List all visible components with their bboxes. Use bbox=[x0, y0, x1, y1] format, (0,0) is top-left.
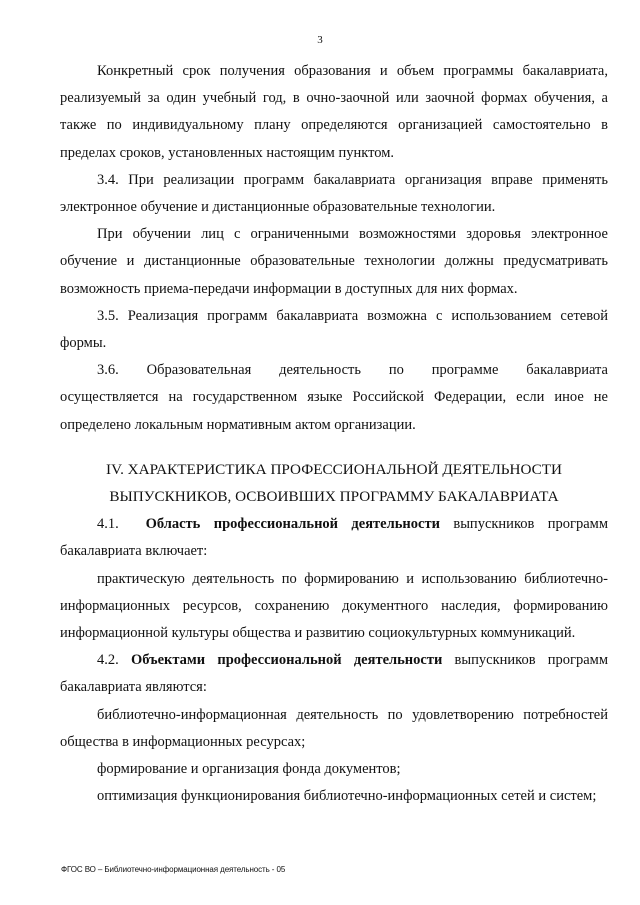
section-heading-iv bbox=[60, 456, 608, 510]
paragraph-4-2 bbox=[60, 647, 608, 701]
paragraph-3-4: 3.4. При реализации программ бакалавриата организация вправе применять электронное обучение и дистанционные образовательные технологии. bbox=[60, 171, 608, 216]
term-area-of-activity: Область профессиональной деятельности bbox=[145, 516, 440, 533]
item-4-1-rest: выпускников программ бакалавриата включает: bbox=[60, 516, 608, 560]
document-footer: ФГОС ВО – Библиотечно-информационная деятельность - 05 bbox=[61, 865, 286, 874]
paragraph-3-6-rest: осуществляется на государственном языке Российской Федерации, если иное не определено локальным нормативным актом организации. bbox=[60, 389, 608, 433]
item-number-4-1: 4.1. bbox=[97, 516, 119, 533]
paragraph-3-6-first-line: 3.6. Образовательная деятельность по программе бакалавриата bbox=[97, 362, 608, 379]
page-number: 3 bbox=[317, 34, 323, 46]
paragraph-4-1 bbox=[60, 511, 608, 565]
term-objects-of-activity: Объектами профессиональной деятельности bbox=[130, 652, 443, 669]
object-item: формирование и организация фонда документов; bbox=[97, 761, 401, 778]
paragraph-disabilities: При обучении лиц с ограниченными возможностями здоровья электронное обучение и дистанционные образовательные технологии должны предусматривать возможность приема-передачи информации в доступных для них формах. bbox=[60, 226, 608, 297]
document-body bbox=[60, 58, 608, 810]
section-heading-line-2: ВЫПУСКНИКОВ, ОСВОИВШИХ ПРОГРАММУ БАКАЛАВРИАТА bbox=[109, 488, 559, 506]
section-heading-line-1: IV. ХАРАКТЕРИСТИКА ПРОФЕССИОНАЛЬНОЙ ДЕЯТЕЛЬНОСТИ bbox=[106, 460, 562, 478]
object-item: библиотечно-информационная деятельность по удовлетворению потребностей общества в информационных ресурсах; bbox=[60, 706, 608, 750]
paragraph-4-1-body: практическую деятельность по формированию и использованию библиотечно-информационных ресурсов, сохранению документного наследия, формированию информационной культуры общества и развитию социокультурных коммуникаций. bbox=[60, 570, 608, 642]
paragraph-study-term: Конкретный срок получения образования и объем программы бакалавриата, реализуемый за один учебный год, в очно-заочной или заочной формах обучения, а также по индивидуальному плану определяются организацией самостоятельно в пределах сроков, установленных настоящим пунктом. bbox=[60, 63, 608, 161]
object-item: оптимизация функционирования библиотечно-информационных сетей и систем; bbox=[97, 788, 597, 805]
item-4-2-rest: выпускников программ бакалавриата являются: bbox=[60, 652, 608, 696]
item-number-4-2: 4.2. bbox=[97, 652, 119, 669]
paragraph-3-5: 3.5. Реализация программ бакалавриата возможна с использованием сетевой формы. bbox=[60, 307, 608, 352]
